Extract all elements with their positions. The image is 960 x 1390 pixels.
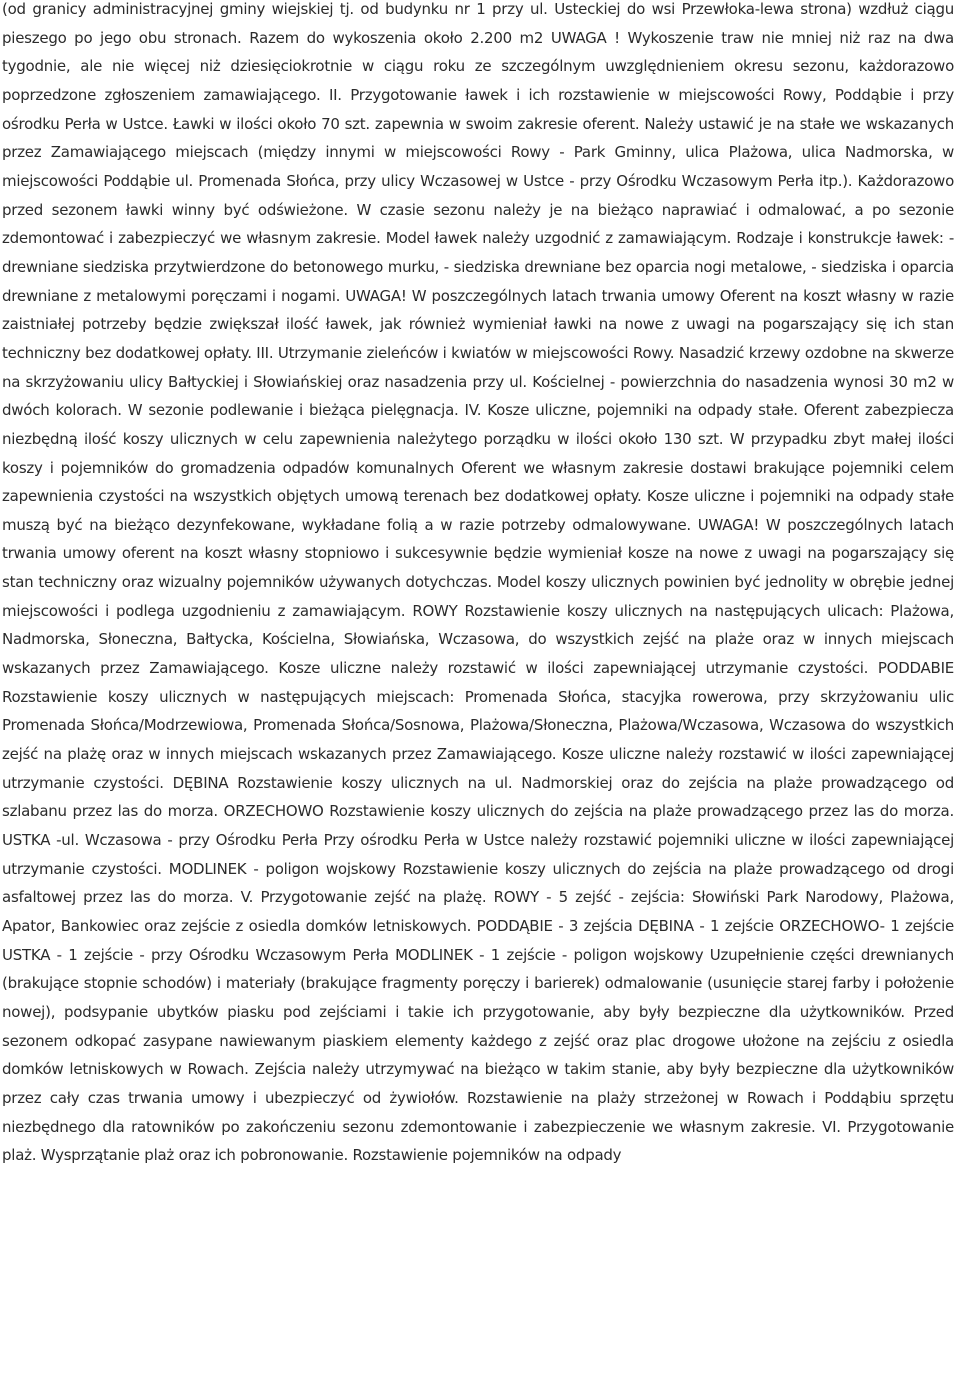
document-body-text: (od granicy administracyjnej gminy wiejskiej tj. od budynku nr 1 przy ul. Usteckiej do wsi Przewłoka-lewa strona) wzdłuż ciągu pieszego po jego obu stronach. Razem do wykoszenia około 2.200 m2 UWAGA ! Wykoszenie traw nie mniej niż raz na dwa tygodnie, ale nie więcej niż dziesięciokrotnie w ciągu roku ze szczególnym uwzględnieniem okresu sezonu, każdorazowo poprzedzone zgłoszeniem zamawiającego. II. Przygotowanie ławek i ich rozstawienie w miejscowości Rowy, Poddąbie i przy ośrodku Perła w Ustce. Ławki w ilości około 70 szt. zapewnia w swoim zakresie oferent. Należy ustawić je na stałe we wskazanych przez Zamawiającego miejscach (między innymi w miejscowości Rowy - Park Gminny, ulica Plażowa, ulica Nadmorska, w miejscowości Poddąbie ul. Promenada Słońca, przy ulicy Wczasowej w Ustce - przy Ośrodku Wczasowym Perła itp.). Każdorazowo przed sezonem ławki winny być odświeżone. W czasie sezonu należy je na bieżąco naprawiać i odmalować, a po sezonie zdemontować i zabezpieczyć we własnym zakresie. Model ławek należy uzgodnić z zamawiającym. Rodzaje i konstrukcje ławek: - drewniane siedziska przytwierdzone do betonowego murku, - siedziska drewniane bez oparcia nogi metalowe, - siedziska i oparcia drewniane z metalowymi poręczami i nogami. UWAGA! W poszczególnych latach trwania umowy Oferent na koszt własny w razie zaistniałej potrzeby będzie zwiększał ilość ławek, jak również wymieniał ławki na nowe z uwagi na pogarszający się ich stan techniczny bez dodatkowej opłaty. III. Utrzymanie zieleńców i kwiatów w miejscowości Rowy. Nasadzić krzewy ozdobne na skwerze na skrzyżowaniu ulicy Bałtyckiej i Słowiańskiej oraz nasadzenia przy ul. Kościelnej - powierzchnia do nasadzenia wynosi 30 m2 w dwóch kolorach. W sezonie podlewanie i bieżąca pielęgnacja. IV. Kosze uliczne, pojemniki na odpady stałe. Oferent zabezpiecza niezbędną ilość koszy ulicznych w celu zapewnienia należytego porządku w ilości około 130 szt. W przypadku zbyt małej ilości koszy i pojemników do gromadzenia odpadów komunalnych Oferent we własnym zakresie dostawi brakujące pojemniki celem zapewnienia czystości na wszystkich objętych umową terenach bez dodatkowej opłaty. Kosze uliczne i pojemniki na odpady stałe muszą być na bieżąco dezynfekowane, wykładane folią a w razie potrzeby odmalowywane. UWAGA! W poszczególnych latach trwania umowy oferent na koszt własny stopniowo i sukcesywnie będzie wymieniał kosze na nowe z uwagi na pogarszający się stan techniczny oraz wizualny pojemników używanych dotychczas. Model koszy ulicznych powinien być jednolity w obrębie jednej miejscowości i podlega uzgodnieniu z zamawiającym. ROWY Rozstawienie koszy ulicznych na następujących ulicach: Plażowa, Nadmorska, Słoneczna, Bałtycka, Kościelna, Słowiańska, Wczasowa, do wszystkich zejść na plaże oraz w innych miejscach wskazanych przez Zamawiającego. Kosze uliczne należy rozstawić w ilości zapewniającej utrzymanie czystości. PODDABIE Rozstawienie koszy ulicznych w następujących miejscach: Promenada Słońca, stacyjka rowerowa, przy skrzyżowaniu ulic Promenada Słońca/Modrzewiowa, Promenada Słońca/Sosnowa, Plażowa/Słoneczna, Plażowa/Wczasowa, Wczasowa do wszystkich zejść na plażę oraz w innych miejscach wskazanych przez Zamawiającego. Kosze uliczne należy rozstawić w ilości zapewniającej utrzymanie czystości. DĘBINA Rozstawienie koszy ulicznych na ul. Nadmorskiej oraz do zejścia na plaże prowadzącego od szlabanu przez las do morza. ORZECHOWO Rozstawienie koszy ulicznych do zejścia na plaże prowadzącego przez las do morza. USTKA -ul. Wczasowa - przy Ośrodku Perła Przy ośrodku Perła w Ustce należy rozstawić pojemniki uliczne w ilości zapewniającej utrzymanie czystości. MODLINEK - poligon wojskowy Rozstawienie koszy ulicznych do zejścia na plaże prowadzącego od drogi asfaltowej przez las do morza. V. Przygotowanie zejść na plażę. ROWY - 5 zejść - zejścia: Słowiński Park Narodowy, Plażowa, Apator, Bankowiec oraz zejście z osiedla domków letniskowych. PODDĄBIE - 3 zejścia DĘBINA - 1 zejście ORZECHOWO- 1 zejście USTKA - 1 zejście - przy Ośrodku Wczasowym Perła MODLINEK - 1 zejście - poligon wojskowy Uzupełnienie części drewnianych (brakujące stopnie schodów) i materiały (brakujące fragmenty poręczy i barierek) odmalowanie (usunięcie starej farby i położenie nowej), podsypanie ubytków piasku pod zejściami i takie ich przygotowanie, aby były bezpieczne dla użytkowników. Przed sezonem odkopać zasypane nawiewanym piaskiem elementy każdego z zejść oraz plac drogowe ułożone na zejściu z osiedla domków letniskowych w Rowach. Zejścia należy utrzymywać na bieżąco w takim stanie, aby były bezpieczne dla użytkowników przez cały czas trwania umowy i ubezpieczyć od żywiołów. Rozstawienie na plaży strzeżonej w Rowach i Poddąbiu sprzętu niezbędnego dla ratowników po zakończeniu sezonu zdemontowanie i zabezpieczenie we własnym zakresie. VI. Przygotowanie plaż. Wysprzątanie plaż oraz ich pobronowanie. Rozstawienie pojemników na odpady [2, 0, 954, 1165]
